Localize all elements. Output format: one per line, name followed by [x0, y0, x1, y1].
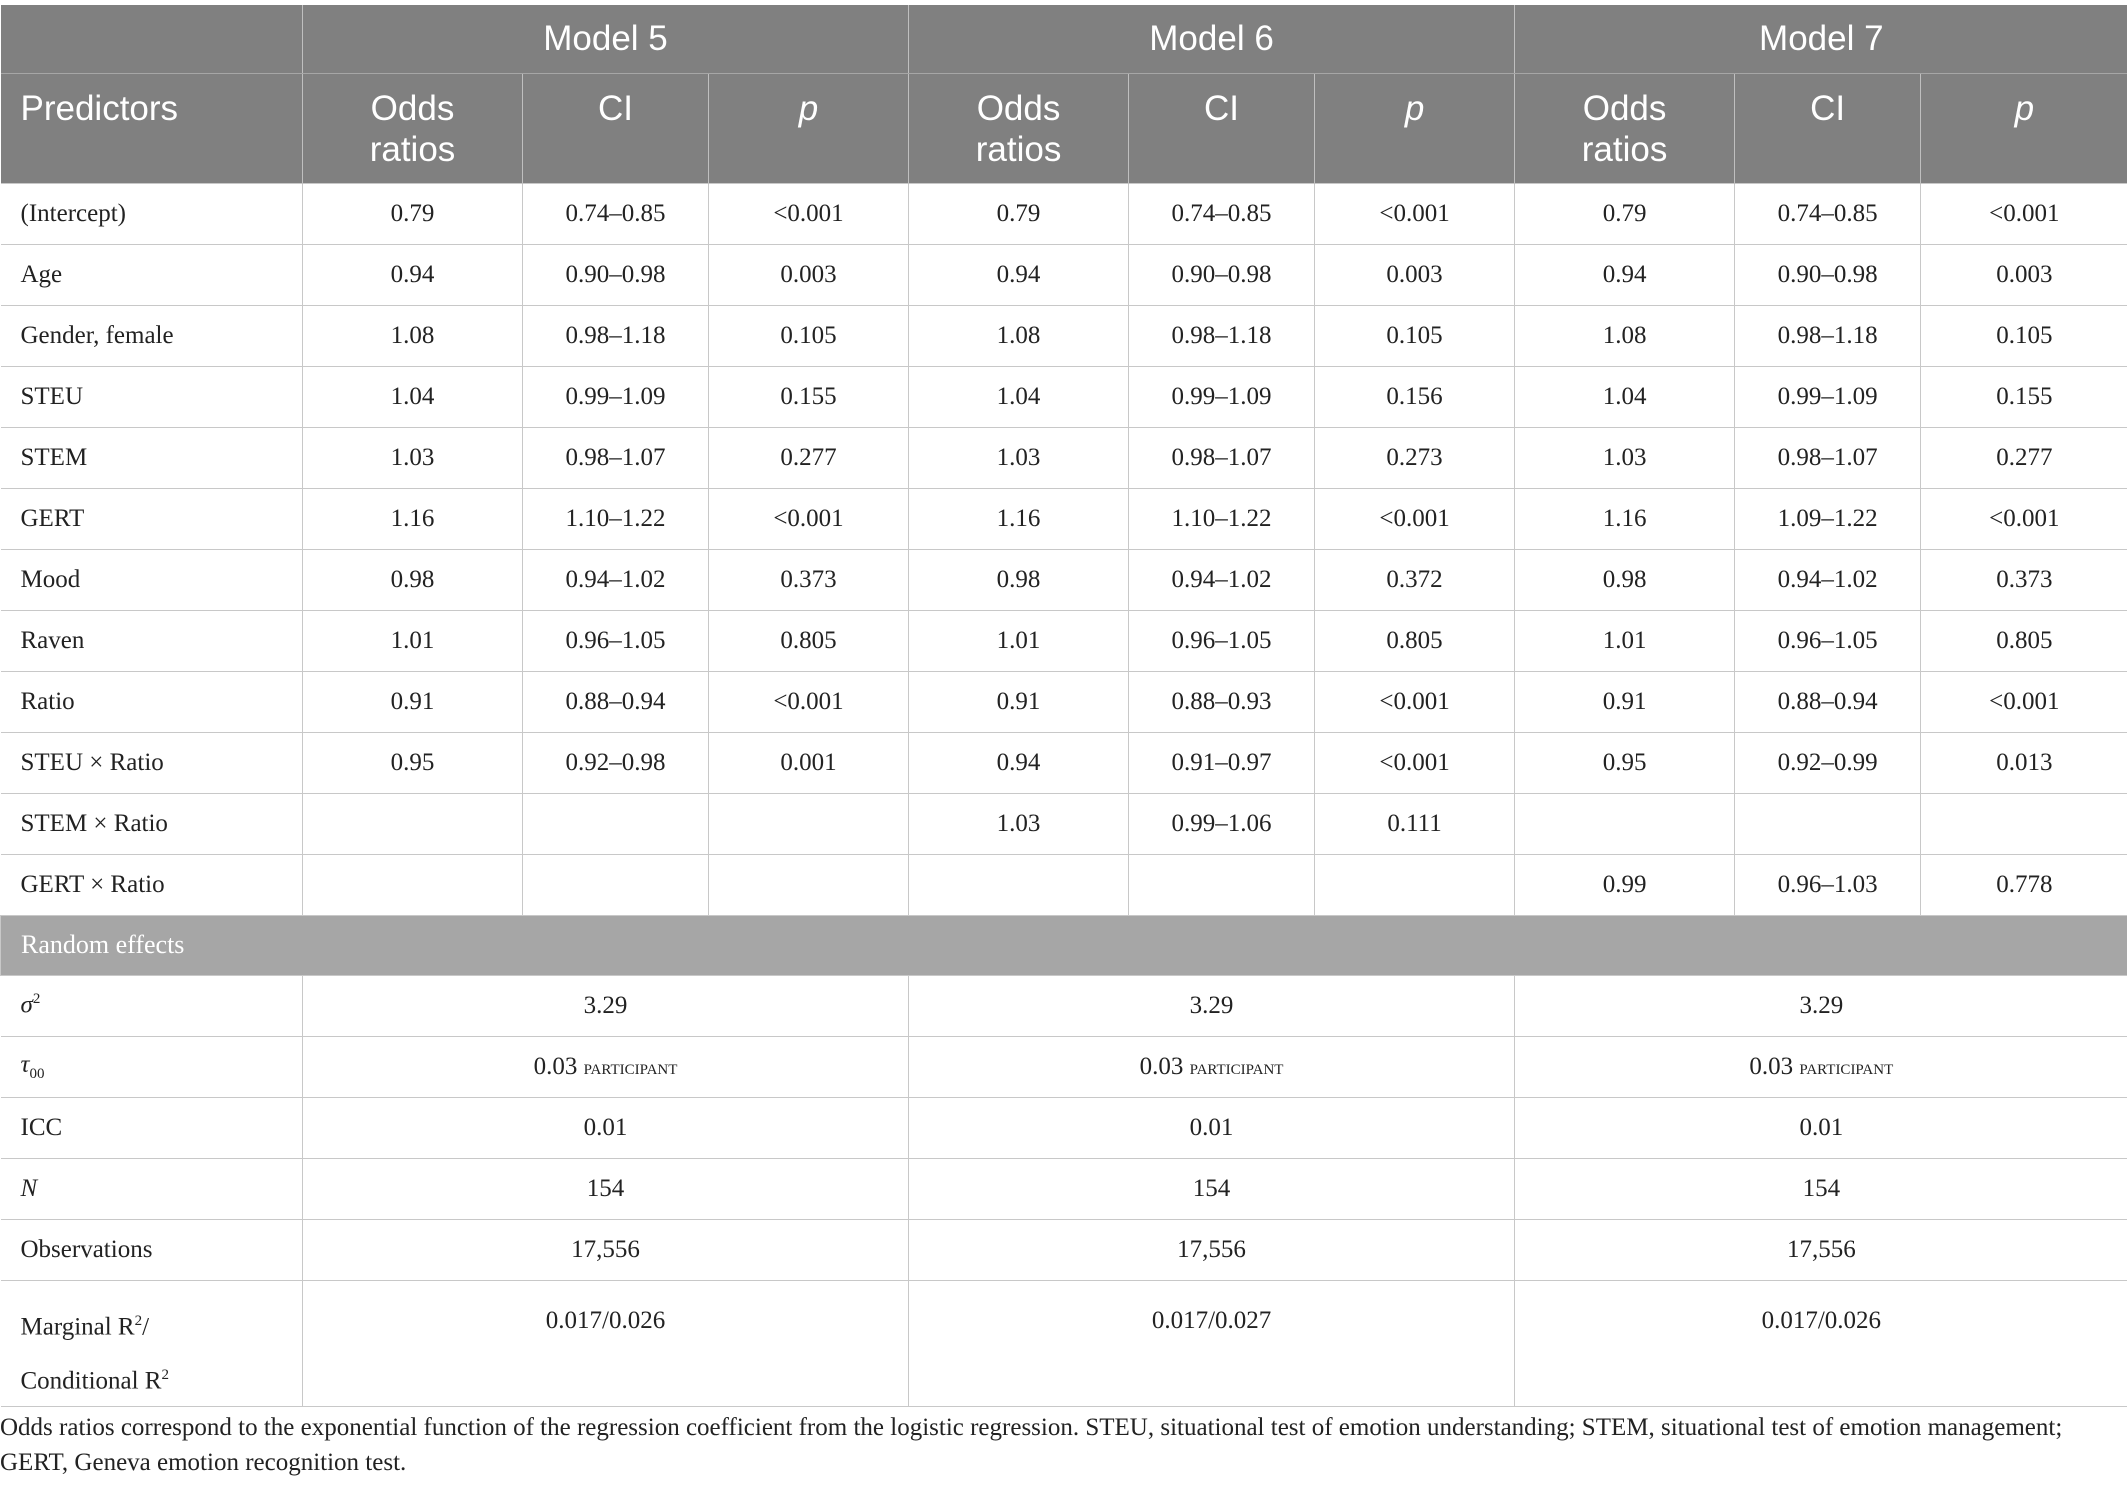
odds-ratio-cell: 1.08 [303, 305, 523, 366]
ci-cell: 0.98–1.07 [1129, 427, 1315, 488]
table-row [1, 366, 2127, 427]
tau00-model-6: 0.03 PARTICIPANT [909, 1036, 1515, 1097]
tau00-model-5: 0.03 PARTICIPANT [303, 1036, 909, 1097]
tau00-model-7: 0.03 PARTICIPANT [1515, 1036, 2127, 1097]
odds-ratio-cell: 1.16 [909, 488, 1129, 549]
p-value-cell: 0.778 [1921, 854, 2127, 915]
p-value-cell: 0.156 [1315, 366, 1515, 427]
empty-header-cell [1, 5, 303, 73]
p-value-cell [1315, 854, 1515, 915]
ci-cell [523, 854, 709, 915]
p-value-cell: <0.001 [709, 183, 909, 244]
ci-cell: 0.99–1.06 [1129, 793, 1315, 854]
ci-cell: 0.98–1.18 [1129, 305, 1315, 366]
p-value-cell: 0.805 [709, 610, 909, 671]
ci-cell [1735, 793, 1921, 854]
predictor-label: (Intercept) [1, 183, 303, 244]
odds-ratio-cell [1515, 793, 1735, 854]
p-value-cell: <0.001 [1315, 183, 1515, 244]
ci-cell: 1.09–1.22 [1735, 488, 1921, 549]
ci-cell: 0.88–0.94 [1735, 671, 1921, 732]
odds-ratio-cell: 0.91 [909, 671, 1129, 732]
p-value-cell: 0.372 [1315, 549, 1515, 610]
odds-ratio-cell: 0.99 [1515, 854, 1735, 915]
table-row [1, 975, 2127, 1036]
p-value-cell: <0.001 [1315, 671, 1515, 732]
p-value-cell: <0.001 [1315, 732, 1515, 793]
p-header: p [1921, 73, 2127, 183]
odds-ratio-cell: 0.79 [303, 183, 523, 244]
ci-cell [523, 793, 709, 854]
observations-model-6: 17,556 [909, 1219, 1515, 1280]
table-row [1, 244, 2127, 305]
odds-ratio-cell: 1.04 [909, 366, 1129, 427]
ci-cell: 0.74–0.85 [1129, 183, 1315, 244]
odds-ratio-cell: 0.79 [1515, 183, 1735, 244]
random-effects-label: Random effects [1, 915, 2127, 975]
odds-ratio-cell: 1.08 [909, 305, 1129, 366]
ci-cell: 1.10–1.22 [523, 488, 709, 549]
ci-cell: 0.98–1.18 [1735, 305, 1921, 366]
p-value-cell: 0.003 [1315, 244, 1515, 305]
column-header-row [1, 73, 2127, 183]
predictors-header: Predictors [1, 73, 303, 183]
odds-ratio-cell: 1.03 [909, 793, 1129, 854]
table-row [1, 183, 2127, 244]
ci-cell: 0.92–0.99 [1735, 732, 1921, 793]
odds-ratio-cell: 1.01 [909, 610, 1129, 671]
odds-ratio-cell: 1.03 [303, 427, 523, 488]
icc-label: ICC [1, 1097, 303, 1158]
p-value-cell [709, 793, 909, 854]
ci-cell: 0.74–0.85 [523, 183, 709, 244]
ci-cell: 0.91–0.97 [1129, 732, 1315, 793]
ci-cell: 0.94–1.02 [1735, 549, 1921, 610]
ci-cell: 0.94–1.02 [523, 549, 709, 610]
tau00-label: $\tau_{00}$ [1, 1036, 303, 1097]
sigma2-model-7: 3.29 [1515, 975, 2127, 1036]
ci-cell: 0.96–1.05 [1129, 610, 1315, 671]
r2-model-5: 0.017/0.026 [303, 1280, 909, 1407]
predictor-label: GERT × Ratio [1, 854, 303, 915]
predictor-label: Raven [1, 610, 303, 671]
p-value-cell: 0.277 [1921, 427, 2127, 488]
p-value-cell: <0.001 [1921, 671, 2127, 732]
p-value-cell: <0.001 [1921, 183, 2127, 244]
r2-model-6: 0.017/0.027 [909, 1280, 1515, 1407]
r2-label: Marginal $R^2/$ Conditional $R^2$ [1, 1280, 303, 1407]
odds-ratios-header: Odds ratios [1515, 73, 1735, 183]
predictor-label: Gender, female [1, 305, 303, 366]
odds-ratio-cell: 0.94 [1515, 244, 1735, 305]
odds-ratio-cell: 1.04 [303, 366, 523, 427]
ci-header: CI [523, 73, 709, 183]
model-header-row [1, 5, 2127, 73]
predictor-label: STEU [1, 366, 303, 427]
ci-cell: 0.98–1.07 [1735, 427, 1921, 488]
predictor-label: Mood [1, 549, 303, 610]
odds-ratio-cell [909, 854, 1129, 915]
table-footnote: Odds ratios correspond to the exponential function of the regression coefficient from the logistic regression. STEU, situational test of emotion understanding; STEM, situational test of emotion management; GERT, Geneva emotion recognition test. [0, 1414, 2063, 1476]
table-row [1, 427, 2127, 488]
model-6-header: Model 6 [909, 5, 1515, 73]
observations-model-7: 17,556 [1515, 1219, 2127, 1280]
table-row [1, 1036, 2127, 1097]
odds-ratio-cell: 0.98 [909, 549, 1129, 610]
odds-ratio-cell: 1.04 [1515, 366, 1735, 427]
odds-ratio-cell: 1.16 [1515, 488, 1735, 549]
sigma2-model-5: 3.29 [303, 975, 909, 1036]
observations-label: Observations [1, 1219, 303, 1280]
ci-cell: 0.90–0.98 [1735, 244, 1921, 305]
p-value-cell: 0.105 [1921, 305, 2127, 366]
odds-ratio-cell: 1.01 [1515, 610, 1735, 671]
ci-cell [1129, 854, 1315, 915]
table-row [1, 793, 2127, 854]
odds-ratio-cell: 0.94 [909, 244, 1129, 305]
p-value-cell [709, 854, 909, 915]
ci-cell: 0.90–0.98 [523, 244, 709, 305]
odds-ratio-cell: 1.03 [1515, 427, 1735, 488]
predictor-label: STEM [1, 427, 303, 488]
ci-cell: 0.99–1.09 [1129, 366, 1315, 427]
predictor-label: Ratio [1, 671, 303, 732]
n-label: N [1, 1158, 303, 1219]
table-row [1, 1280, 2127, 1407]
ci-cell: 0.96–1.05 [523, 610, 709, 671]
odds-ratio-cell: 1.01 [303, 610, 523, 671]
table-row [1, 732, 2127, 793]
ci-cell: 0.96–1.05 [1735, 610, 1921, 671]
ci-cell: 0.99–1.09 [1735, 366, 1921, 427]
odds-ratio-cell: 1.08 [1515, 305, 1735, 366]
p-value-cell: <0.001 [709, 488, 909, 549]
odds-ratio-cell [303, 793, 523, 854]
table-row [1, 1158, 2127, 1219]
table-row [1, 549, 2127, 610]
odds-ratio-cell: 0.94 [303, 244, 523, 305]
table-row [1, 1219, 2127, 1280]
sigma2-label: $\sigma^2$ [1, 975, 303, 1036]
p-header: p [709, 73, 909, 183]
n-model-7: 154 [1515, 1158, 2127, 1219]
p-value-cell: 0.273 [1315, 427, 1515, 488]
p-value-cell: <0.001 [1315, 488, 1515, 549]
odds-ratio-cell: 0.91 [303, 671, 523, 732]
observations-model-5: 17,556 [303, 1219, 909, 1280]
p-value-cell: 0.805 [1921, 610, 2127, 671]
n-model-5: 154 [303, 1158, 909, 1219]
table-row [1, 1097, 2127, 1158]
p-value-cell: 0.003 [1921, 244, 2127, 305]
ci-cell: 0.74–0.85 [1735, 183, 1921, 244]
sigma2-model-6: 3.29 [909, 975, 1515, 1036]
odds-ratio-cell: 0.98 [1515, 549, 1735, 610]
odds-ratio-cell: 0.95 [1515, 732, 1735, 793]
p-value-cell: 0.373 [709, 549, 909, 610]
odds-ratio-cell: 0.95 [303, 732, 523, 793]
ci-cell: 0.88–0.94 [523, 671, 709, 732]
p-value-cell: 0.013 [1921, 732, 2127, 793]
ci-header: CI [1735, 73, 1921, 183]
n-model-6: 154 [909, 1158, 1515, 1219]
odds-ratios-header: Odds ratios [909, 73, 1129, 183]
table-row [1, 305, 2127, 366]
p-value-cell: 0.373 [1921, 549, 2127, 610]
p-value-cell: 0.105 [1315, 305, 1515, 366]
ci-cell: 0.96–1.03 [1735, 854, 1921, 915]
random-effects-section-row [1, 915, 2127, 975]
p-value-cell: 0.277 [709, 427, 909, 488]
odds-ratio-cell: 0.98 [303, 549, 523, 610]
ci-cell: 0.92–0.98 [523, 732, 709, 793]
ci-cell: 0.99–1.09 [523, 366, 709, 427]
table-row [1, 610, 2127, 671]
p-value-cell: 0.003 [709, 244, 909, 305]
ci-cell: 0.90–0.98 [1129, 244, 1315, 305]
icc-model-7: 0.01 [1515, 1097, 2127, 1158]
predictor-label: Age [1, 244, 303, 305]
ci-cell: 0.88–0.93 [1129, 671, 1315, 732]
p-value-cell: 0.155 [709, 366, 909, 427]
predictor-label: STEU × Ratio [1, 732, 303, 793]
p-value-cell: <0.001 [1921, 488, 2127, 549]
table-row [1, 671, 2127, 732]
p-value-cell: <0.001 [709, 671, 909, 732]
ci-cell: 0.98–1.07 [523, 427, 709, 488]
r2-model-7: 0.017/0.026 [1515, 1280, 2127, 1407]
odds-ratio-cell: 0.94 [909, 732, 1129, 793]
p-value-cell: 0.111 [1315, 793, 1515, 854]
p-value-cell: 0.001 [709, 732, 909, 793]
p-value-cell [1921, 793, 2127, 854]
ci-cell: 1.10–1.22 [1129, 488, 1315, 549]
p-value-cell: 0.105 [709, 305, 909, 366]
predictor-label: STEM × Ratio [1, 793, 303, 854]
p-value-cell: 0.805 [1315, 610, 1515, 671]
predictor-label: GERT [1, 488, 303, 549]
icc-model-5: 0.01 [303, 1097, 909, 1158]
odds-ratio-cell: 0.79 [909, 183, 1129, 244]
ci-header: CI [1129, 73, 1315, 183]
model-7-header: Model 7 [1515, 5, 2127, 73]
odds-ratio-cell [303, 854, 523, 915]
odds-ratio-cell: 1.03 [909, 427, 1129, 488]
table-row [1, 854, 2127, 915]
regression-table [0, 5, 2127, 1407]
table-row [1, 488, 2127, 549]
p-header: p [1315, 73, 1515, 183]
ci-cell: 0.98–1.18 [523, 305, 709, 366]
ci-cell: 0.94–1.02 [1129, 549, 1315, 610]
odds-ratio-cell: 1.16 [303, 488, 523, 549]
odds-ratios-header: Odds ratios [303, 73, 523, 183]
p-value-cell: 0.155 [1921, 366, 2127, 427]
model-5-header: Model 5 [303, 5, 909, 73]
odds-ratio-cell: 0.91 [1515, 671, 1735, 732]
icc-model-6: 0.01 [909, 1097, 1515, 1158]
